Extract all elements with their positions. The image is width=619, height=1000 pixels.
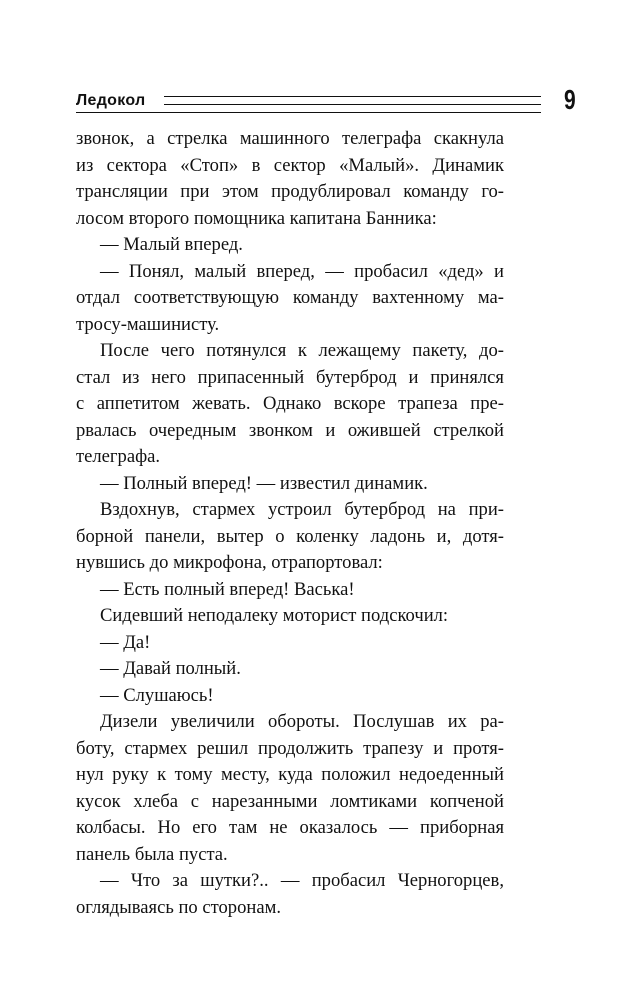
page-number: 9 bbox=[564, 84, 576, 115]
text-line: — Что за шутки?.. — пробасил Черногорцев, bbox=[100, 870, 504, 891]
paragraph bbox=[76, 709, 504, 868]
text-line: После чего потянулся к лежащему пакету, до- bbox=[100, 340, 504, 361]
text-line: Сидевший неподалеку моторист подскочил: bbox=[100, 605, 449, 626]
text-line: из сектора «Стоп» в сектор «Малый». Динамик bbox=[76, 154, 504, 176]
text-line: Дизели увеличили обороты. Послушав их ра- bbox=[100, 711, 504, 732]
paragraph bbox=[76, 630, 504, 657]
text-line: — Полный вперед! — известил динамик. bbox=[100, 472, 428, 494]
text-line: боту, стармех решил продолжить трапезу и протя- bbox=[76, 737, 504, 759]
paragraph bbox=[76, 471, 504, 498]
text-line: борной панели, вытер о коленку ладонь и, дотя- bbox=[76, 525, 504, 547]
text-line: — Понял, малый вперед, — пробасил «дед» и bbox=[100, 260, 504, 282]
text-line: — Давай полный. bbox=[100, 658, 241, 679]
paragraph bbox=[76, 338, 504, 471]
text-line: стал из него припасенный бутерброд и принялся bbox=[76, 366, 504, 388]
header-book-title: Ледокол bbox=[76, 92, 146, 109]
text-line: Вздохнув, стармех устроил бутерброд на при- bbox=[100, 499, 504, 520]
running-header bbox=[76, 84, 576, 120]
header-underline bbox=[76, 112, 541, 113]
text-line: нувшись до микрофона, отрапортовал: bbox=[76, 552, 383, 573]
text-line: трансляции при этом продублировал команду го- bbox=[76, 181, 504, 202]
paragraph bbox=[76, 497, 504, 577]
text-line: с аппетитом жевать. Однако вскоре трапеза пре- bbox=[76, 393, 504, 414]
text-line: — Малый вперед. bbox=[100, 234, 243, 255]
text-line: лосом второго помощника капитана Банника: bbox=[76, 207, 437, 229]
paragraph bbox=[76, 656, 504, 683]
paragraph bbox=[76, 232, 504, 259]
text-line: оглядываясь по сторонам. bbox=[76, 896, 282, 918]
text-line: нул руку к тому месту, куда положил недоеденный bbox=[76, 764, 504, 785]
text-line: — Слушаюсь! bbox=[100, 684, 214, 706]
text-line: кусок хлеба с нарезанными ломтиками копченой bbox=[76, 790, 504, 812]
text-line: панель была пуста. bbox=[76, 843, 228, 865]
paragraph bbox=[76, 603, 504, 630]
text-line: колбасы. Но его там не оказалось — приборная bbox=[76, 817, 504, 838]
text-line: тросу-машинисту. bbox=[76, 313, 220, 335]
header-double-rule bbox=[164, 94, 541, 108]
text-line: рвалась очередным звонком и ожившей стрелкой bbox=[76, 419, 504, 441]
text-line: отдал соответствующую команду вахтенному ма- bbox=[76, 287, 504, 308]
header-rule-top bbox=[164, 96, 541, 97]
text-line: звонок, а стрелка машинного телеграфа скакнула bbox=[76, 128, 504, 149]
text-line: телеграфа. bbox=[76, 446, 161, 467]
paragraph bbox=[76, 259, 504, 339]
paragraph bbox=[76, 683, 504, 710]
paragraph bbox=[76, 126, 504, 232]
text-line: — Да! bbox=[100, 631, 151, 653]
text-line: — Есть полный вперед! Васька! bbox=[100, 578, 355, 600]
body-text bbox=[76, 126, 504, 921]
paragraph bbox=[76, 577, 504, 604]
header-rule-bottom bbox=[164, 104, 541, 105]
paragraph bbox=[76, 868, 504, 921]
